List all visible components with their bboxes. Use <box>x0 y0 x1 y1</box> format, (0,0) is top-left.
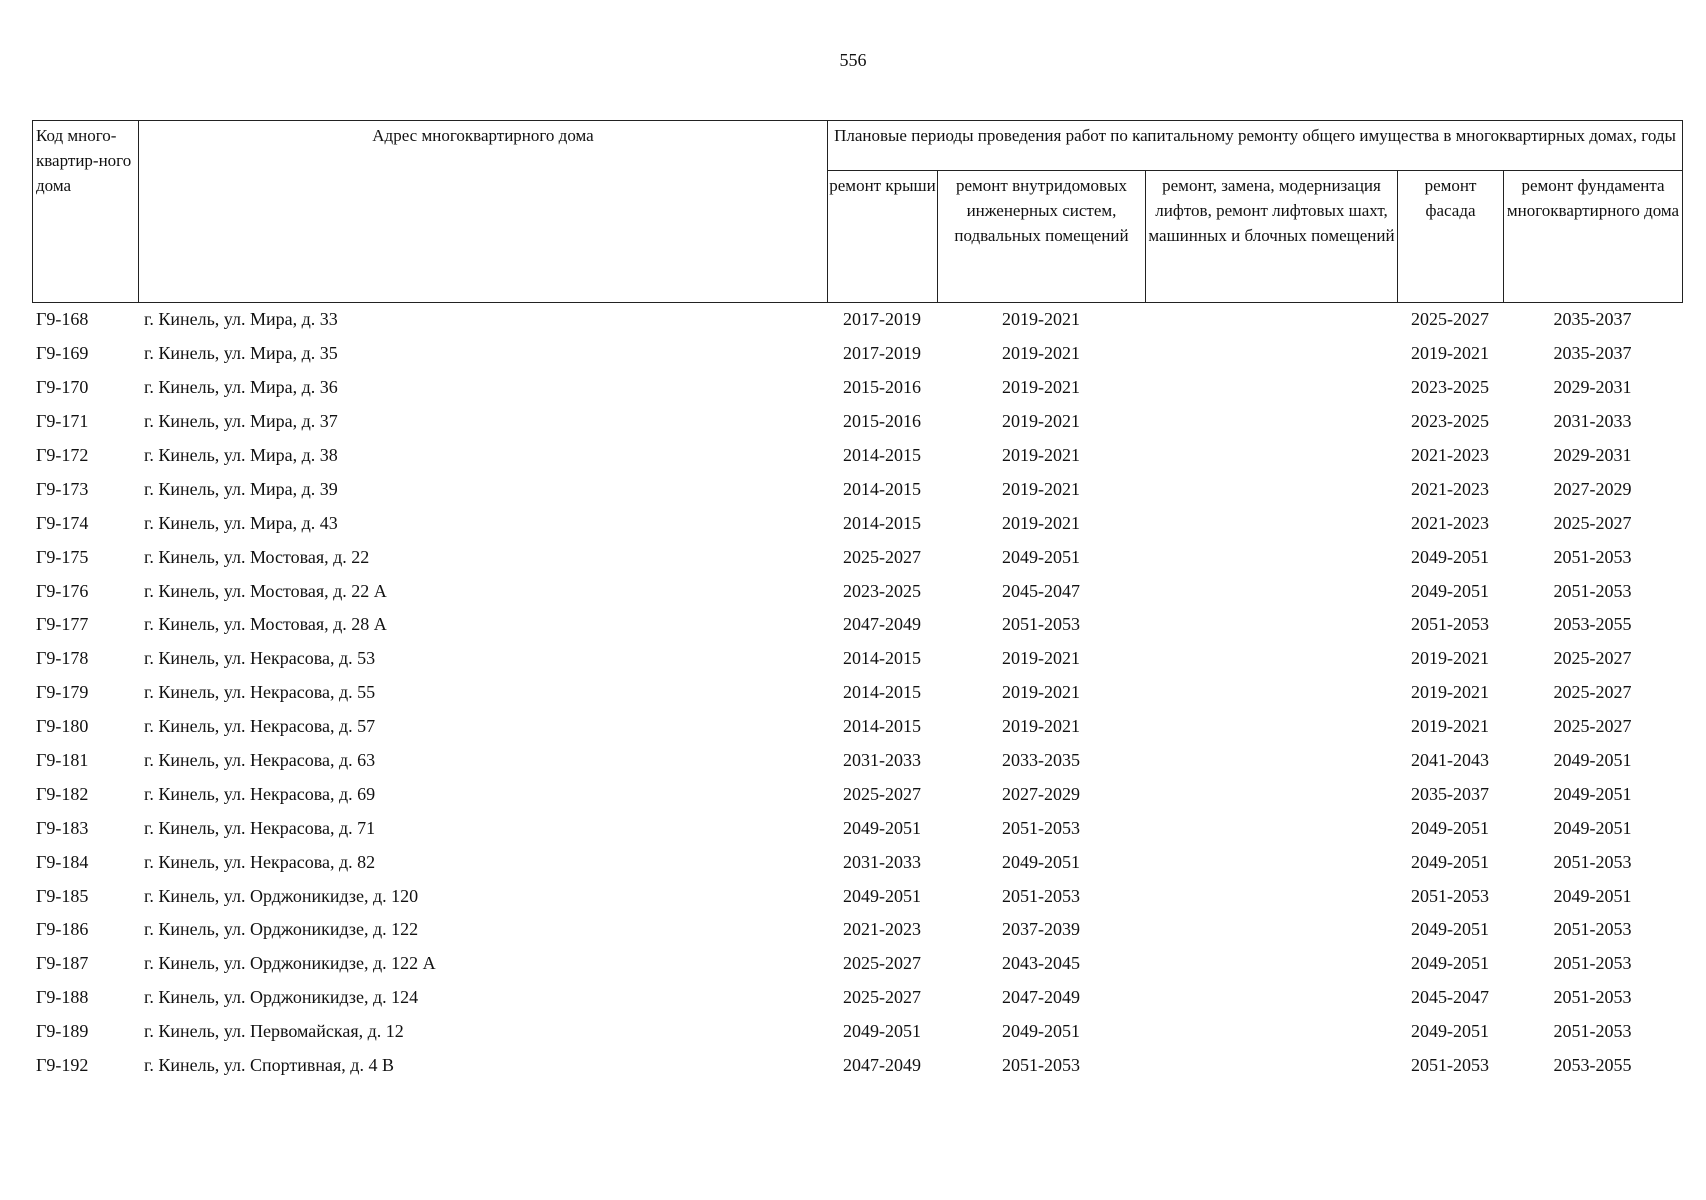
cell-systems: 2019-2021 <box>1002 445 1080 465</box>
cell-lifts <box>1145 676 1397 710</box>
cell-systems: 2045-2047 <box>1002 580 1080 601</box>
cell-systems: 2019-2021 <box>1002 648 1080 669</box>
cell-lifts <box>1145 472 1397 506</box>
table-row <box>32 777 1682 811</box>
cell-lifts <box>1145 981 1397 1015</box>
cell-systems: 2019-2021 <box>1002 682 1080 703</box>
cell-roof: 2047-2049 <box>843 1055 921 1076</box>
cell-code: Г9-176 <box>36 580 89 601</box>
cell-facade: 2049-2051 <box>1411 580 1489 601</box>
cell-facade: 2049-2051 <box>1411 546 1489 567</box>
cell-systems: 2051-2053 <box>1002 817 1080 838</box>
cell-address: г. Кинель, ул. Мира, д. 36 <box>144 377 338 398</box>
cell-address: г. Кинель, ул. Некрасова, д. 82 <box>144 851 376 872</box>
cell-foundation: 2035-2037 <box>1553 343 1632 364</box>
cell-roof: 2017-2019 <box>843 309 921 330</box>
cell-systems: 2019-2021 <box>1002 478 1080 499</box>
cell-code: Г9-188 <box>36 987 89 1008</box>
cell-lifts <box>1145 845 1397 879</box>
cell-foundation: 2051-2053 <box>1553 546 1632 567</box>
cell-foundation: 2029-2031 <box>1553 377 1632 398</box>
cell-lifts <box>1145 1049 1397 1083</box>
cell-facade: 2049-2051 <box>1411 1021 1489 1042</box>
cell-code: Г9-168 <box>36 309 89 330</box>
cell-systems: 2019-2021 <box>1002 343 1080 364</box>
cell-foundation: 2025-2027 <box>1553 512 1632 533</box>
cell-address: г. Кинель, ул. Некрасова, д. 69 <box>144 783 376 804</box>
cell-foundation: 2051-2053 <box>1553 851 1632 872</box>
cell-roof: 2049-2051 <box>843 817 921 838</box>
cell-facade: 2021-2023 <box>1411 445 1489 465</box>
cell-address: г. Кинель, ул. Мостовая, д. 22 А <box>144 580 387 601</box>
cell-facade: 2023-2025 <box>1411 377 1489 398</box>
cell-foundation: 2049-2051 <box>1553 885 1632 906</box>
cell-facade: 2019-2021 <box>1411 716 1489 737</box>
cell-systems: 2051-2053 <box>1002 1055 1080 1076</box>
cell-foundation: 2051-2053 <box>1553 953 1632 974</box>
cell-code: Г9-171 <box>36 411 89 432</box>
cell-lifts <box>1145 506 1397 540</box>
cell-foundation: 2031-2033 <box>1553 411 1632 432</box>
cell-address: г. Кинель, ул. Мостовая, д. 28 А <box>144 614 387 635</box>
cell-code: Г9-184 <box>36 851 89 872</box>
cell-code: Г9-174 <box>36 512 89 533</box>
cell-systems: 2019-2021 <box>1002 716 1080 737</box>
cell-lifts <box>1145 405 1397 439</box>
cell-facade: 2045-2047 <box>1411 987 1489 1008</box>
cell-foundation: 2053-2055 <box>1553 614 1632 635</box>
table-row <box>32 642 1682 676</box>
cell-facade: 2051-2053 <box>1411 1055 1489 1076</box>
cell-address: г. Кинель, ул. Орджоникидзе, д. 122 А <box>144 953 436 974</box>
cell-systems: 2047-2049 <box>1002 987 1080 1008</box>
cell-code: Г9-178 <box>36 648 89 669</box>
table-row <box>32 981 1682 1015</box>
cell-facade: 2041-2043 <box>1411 750 1489 771</box>
cell-code: Г9-189 <box>36 1021 89 1042</box>
cell-roof: 2025-2027 <box>843 953 921 974</box>
cell-address: г. Кинель, ул. Мира, д. 39 <box>144 478 338 499</box>
cell-roof: 2021-2023 <box>843 919 921 940</box>
cell-lifts <box>1145 371 1397 405</box>
table-row <box>32 1049 1682 1083</box>
cell-facade: 2049-2051 <box>1411 919 1489 940</box>
table-row <box>32 303 1682 337</box>
cell-lifts <box>1145 1015 1397 1049</box>
cell-roof: 2031-2033 <box>843 851 921 872</box>
cell-roof: 2023-2025 <box>843 580 921 601</box>
cell-facade: 2049-2051 <box>1411 953 1489 974</box>
cell-lifts <box>1145 811 1397 845</box>
cell-roof: 2025-2027 <box>843 783 921 804</box>
cell-lifts <box>1145 439 1397 473</box>
table-row <box>32 371 1682 405</box>
cell-systems: 2019-2021 <box>1002 411 1080 432</box>
table-header <box>32 120 1683 303</box>
cell-address: г. Кинель, ул. Мостовая, д. 22 <box>144 546 370 567</box>
cell-address: г. Кинель, ул. Мира, д. 43 <box>144 512 338 533</box>
header-lifts: ремонт, замена, модернизация лифтов, ремонт лифтовых шахт, машинных и блочных помещений <box>1146 171 1398 303</box>
cell-code: Г9-181 <box>36 750 89 771</box>
table-row <box>32 540 1682 574</box>
cell-systems: 2051-2053 <box>1002 885 1080 906</box>
cell-code: Г9-179 <box>36 682 89 703</box>
table-row <box>32 1015 1682 1049</box>
table-row <box>32 710 1682 744</box>
header-code: Код много-квартир-ного дома <box>33 121 139 303</box>
table-row <box>32 439 1682 473</box>
cell-address: г. Кинель, ул. Спортивная, д. 4 В <box>144 1055 394 1076</box>
cell-code: Г9-177 <box>36 614 89 635</box>
cell-address: г. Кинель, ул. Мира, д. 37 <box>144 411 338 432</box>
cell-roof: 2017-2019 <box>843 343 921 364</box>
cell-code: Г9-172 <box>36 445 89 465</box>
table-row <box>32 337 1682 371</box>
cell-code: Г9-180 <box>36 716 89 737</box>
cell-foundation: 2051-2053 <box>1553 987 1632 1008</box>
cell-lifts <box>1145 777 1397 811</box>
cell-foundation: 2051-2053 <box>1553 580 1632 601</box>
cell-code: Г9-170 <box>36 377 89 398</box>
cell-facade: 2025-2027 <box>1411 309 1489 330</box>
table-row <box>32 811 1682 845</box>
cell-roof: 2014-2015 <box>843 682 921 703</box>
cell-foundation: 2025-2027 <box>1553 716 1632 737</box>
table-row <box>32 913 1682 947</box>
table-row <box>32 405 1682 439</box>
cell-code: Г9-192 <box>36 1055 89 1076</box>
cell-address: г. Кинель, ул. Некрасова, д. 63 <box>144 750 376 771</box>
cell-lifts <box>1145 574 1397 608</box>
cell-roof: 2015-2016 <box>843 377 921 398</box>
cell-address: г. Кинель, ул. Мира, д. 35 <box>144 343 338 364</box>
cell-systems: 2019-2021 <box>1002 512 1080 533</box>
table-row <box>32 676 1682 710</box>
cell-foundation: 2049-2051 <box>1553 750 1632 771</box>
cell-facade: 2035-2037 <box>1411 783 1489 804</box>
cell-systems: 2019-2021 <box>1002 309 1080 330</box>
cell-address: г. Кинель, ул. Мира, д. 38 <box>144 445 338 465</box>
cell-code: Г9-173 <box>36 478 89 499</box>
cell-lifts <box>1145 879 1397 913</box>
cell-foundation: 2025-2027 <box>1553 682 1632 703</box>
cell-address: г. Кинель, ул. Орджоникидзе, д. 124 <box>144 987 419 1008</box>
cell-address: г. Кинель, ул. Некрасова, д. 53 <box>144 648 376 669</box>
cell-code: Г9-185 <box>36 885 89 906</box>
cell-systems: 2051-2053 <box>1002 614 1080 635</box>
cell-roof: 2014-2015 <box>843 716 921 737</box>
cell-lifts <box>1145 303 1397 337</box>
header-periods: Плановые периоды проведения работ по капитальному ремонту общего имущества в многоквартирных домах, годы <box>828 121 1683 171</box>
cell-code: Г9-187 <box>36 953 89 974</box>
table-body <box>32 303 1682 1082</box>
cell-foundation: 2051-2053 <box>1553 919 1632 940</box>
cell-lifts <box>1145 337 1397 371</box>
cell-systems: 2027-2029 <box>1002 783 1080 804</box>
header-roof: ремонт крыши <box>828 171 938 303</box>
cell-systems: 2049-2051 <box>1002 1021 1080 1042</box>
cell-lifts <box>1145 947 1397 981</box>
cell-lifts <box>1145 913 1397 947</box>
cell-facade: 2023-2025 <box>1411 411 1489 432</box>
cell-facade: 2019-2021 <box>1411 682 1489 703</box>
cell-systems: 2049-2051 <box>1002 851 1080 872</box>
cell-lifts <box>1145 744 1397 778</box>
cell-lifts <box>1145 710 1397 744</box>
cell-address: г. Кинель, ул. Некрасова, д. 55 <box>144 682 376 703</box>
cell-facade: 2051-2053 <box>1411 614 1489 635</box>
cell-systems: 2037-2039 <box>1002 919 1080 940</box>
cell-code: Г9-186 <box>36 919 89 940</box>
cell-systems: 2033-2035 <box>1002 750 1080 771</box>
cell-facade: 2019-2021 <box>1411 648 1489 669</box>
cell-foundation: 2035-2037 <box>1553 309 1632 330</box>
cell-facade: 2019-2021 <box>1411 343 1489 364</box>
cell-code: Г9-169 <box>36 343 89 364</box>
cell-address: г. Кинель, ул. Первомайская, д. 12 <box>144 1021 404 1042</box>
cell-code: Г9-183 <box>36 817 89 838</box>
table-row <box>32 506 1682 540</box>
cell-systems: 2019-2021 <box>1002 377 1080 398</box>
page-number: 556 <box>839 50 867 70</box>
header-foundation: ремонт фундамента многоквартирного дома <box>1504 171 1683 303</box>
cell-roof: 2049-2051 <box>843 885 921 906</box>
cell-code: Г9-182 <box>36 783 89 804</box>
cell-lifts <box>1145 608 1397 642</box>
cell-systems: 2049-2051 <box>1002 546 1080 567</box>
cell-address: г. Кинель, ул. Орджоникидзе, д. 122 <box>144 919 419 940</box>
cell-foundation: 2027-2029 <box>1553 478 1632 499</box>
cell-roof: 2014-2015 <box>843 478 921 499</box>
table-row <box>32 879 1682 913</box>
cell-roof: 2014-2015 <box>843 445 921 465</box>
cell-address: г. Кинель, ул. Мира, д. 33 <box>144 309 338 330</box>
header-facade: ремонт фасада <box>1398 171 1504 303</box>
table-row <box>32 608 1682 642</box>
cell-foundation: 2049-2051 <box>1553 817 1632 838</box>
cell-code: Г9-175 <box>36 546 89 567</box>
cell-facade: 2049-2051 <box>1411 851 1489 872</box>
table-row <box>32 472 1682 506</box>
cell-roof: 2049-2051 <box>843 1021 921 1042</box>
cell-foundation: 2053-2055 <box>1553 1055 1632 1076</box>
cell-foundation: 2025-2027 <box>1553 648 1632 669</box>
table-row <box>32 744 1682 778</box>
cell-roof: 2014-2015 <box>843 648 921 669</box>
cell-foundation: 2049-2051 <box>1553 783 1632 804</box>
cell-facade: 2021-2023 <box>1411 478 1489 499</box>
cell-roof: 2015-2016 <box>843 411 921 432</box>
cell-address: г. Кинель, ул. Орджоникидзе, д. 120 <box>144 885 419 906</box>
header-systems: ремонт внутридомовых инженерных систем, подвальных помещений <box>938 171 1146 303</box>
header-address: Адрес многоквартирного дома <box>139 121 828 303</box>
cell-facade: 2021-2023 <box>1411 512 1489 533</box>
cell-roof: 2014-2015 <box>843 512 921 533</box>
cell-facade: 2049-2051 <box>1411 817 1489 838</box>
table-row <box>32 947 1682 981</box>
cell-address: г. Кинель, ул. Некрасова, д. 71 <box>144 817 376 838</box>
cell-roof: 2025-2027 <box>843 546 921 567</box>
cell-lifts <box>1145 540 1397 574</box>
cell-roof: 2047-2049 <box>843 614 921 635</box>
cell-systems: 2043-2045 <box>1002 953 1080 974</box>
cell-foundation: 2029-2031 <box>1553 445 1632 465</box>
cell-foundation: 2051-2053 <box>1553 1021 1632 1042</box>
cell-facade: 2051-2053 <box>1411 885 1489 906</box>
table-row <box>32 574 1682 608</box>
table-row <box>32 845 1682 879</box>
cell-address: г. Кинель, ул. Некрасова, д. 57 <box>144 716 376 737</box>
cell-lifts <box>1145 642 1397 676</box>
cell-roof: 2025-2027 <box>843 987 921 1008</box>
cell-roof: 2031-2033 <box>843 750 921 771</box>
